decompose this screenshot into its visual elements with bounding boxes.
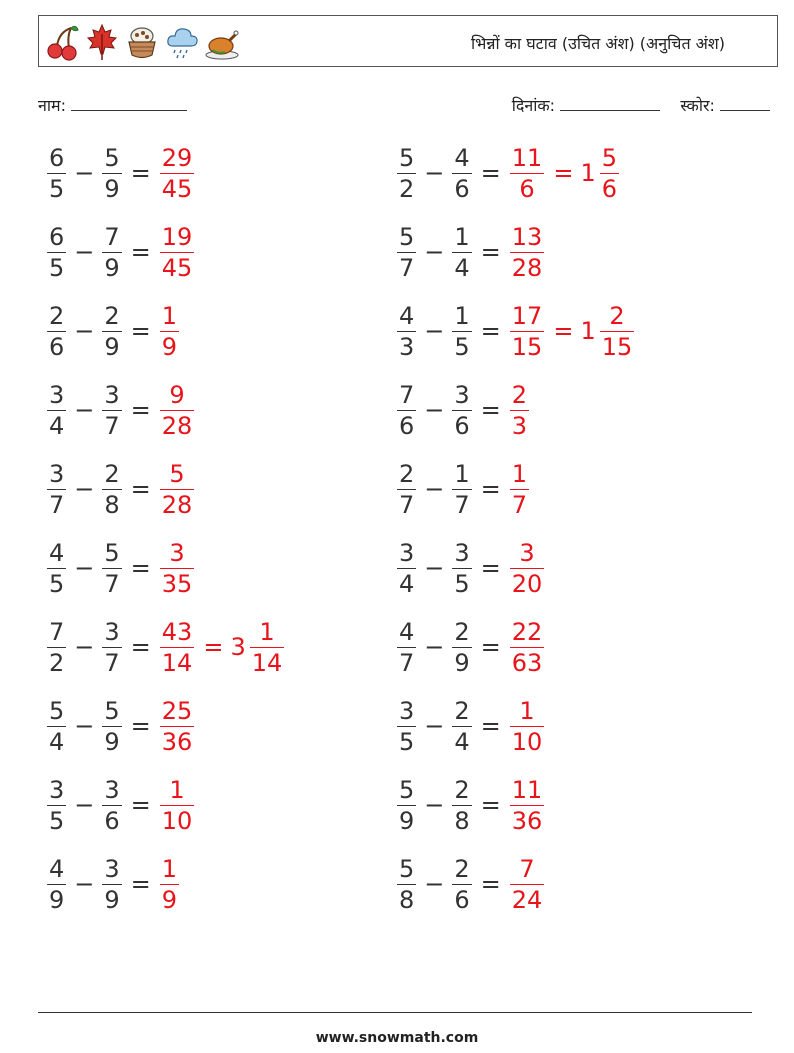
first-numerator: 7 — [399, 380, 415, 409]
answer-denominator: 35 — [161, 569, 193, 598]
second-numerator: 2 — [454, 775, 470, 804]
answer-numerator: 2 — [511, 380, 528, 409]
answer-numerator: 1 — [169, 775, 185, 804]
first-fraction — [47, 854, 66, 914]
answer-fraction — [510, 380, 529, 440]
answer — [507, 459, 532, 519]
first-fraction — [397, 459, 416, 519]
second-numerator: 4 — [454, 143, 470, 172]
equals-sign: = — [480, 159, 501, 187]
equals-sign: = — [130, 396, 151, 424]
answer — [157, 854, 182, 914]
second-fraction — [452, 301, 471, 361]
answer-denominator: 6 — [519, 174, 535, 203]
second-fraction — [452, 380, 471, 440]
problem-item — [394, 535, 547, 601]
problem-item — [44, 693, 197, 759]
cherries-icon — [45, 22, 79, 62]
mixed-fraction — [600, 143, 619, 203]
first-numerator: 3 — [49, 380, 65, 409]
answer-denominator: 24 — [511, 885, 543, 914]
second-numerator: 2 — [104, 459, 120, 488]
problem-item — [44, 298, 182, 364]
mixed-numerator: 1 — [259, 617, 275, 646]
answer-denominator: 28 — [161, 411, 193, 440]
second-fraction — [452, 696, 471, 756]
answer-numerator: 7 — [519, 854, 535, 883]
answer-denominator: 28 — [511, 253, 543, 282]
second-numerator: 1 — [454, 301, 470, 330]
first-denominator: 9 — [399, 806, 415, 835]
second-numerator: 3 — [454, 380, 470, 409]
second-numerator: 3 — [104, 775, 120, 804]
first-fraction — [397, 301, 416, 361]
second-numerator: 5 — [104, 538, 120, 567]
mixed-fraction — [600, 301, 635, 361]
answer — [157, 459, 198, 519]
equals-sign: = — [130, 712, 151, 740]
date-score-fields — [512, 94, 770, 116]
answer — [157, 301, 182, 361]
mixed-numerator: 2 — [609, 301, 625, 330]
first-numerator: 2 — [49, 301, 65, 330]
first-denominator: 6 — [49, 332, 65, 361]
answer-numerator: 43 — [161, 617, 193, 646]
problem-item — [394, 693, 547, 759]
second-denominator: 5 — [454, 332, 470, 361]
problem-item — [44, 535, 197, 601]
first-denominator: 5 — [399, 727, 415, 756]
first-numerator: 6 — [49, 143, 65, 172]
first-fraction — [47, 775, 66, 835]
problem-item — [44, 456, 197, 522]
problem-item — [394, 298, 637, 364]
answer-numerator: 11 — [511, 775, 543, 804]
answer-numerator: 1 — [161, 301, 178, 330]
first-numerator: 4 — [399, 617, 415, 646]
second-denominator: 7 — [104, 648, 120, 677]
minus-sign: − — [74, 159, 95, 187]
second-numerator: 3 — [104, 617, 120, 646]
second-denominator: 6 — [454, 174, 470, 203]
answer-fraction — [160, 538, 195, 598]
first-numerator: 5 — [399, 222, 415, 251]
name-field — [38, 94, 187, 116]
first-numerator: 5 — [49, 696, 65, 725]
second-denominator: 9 — [104, 332, 120, 361]
mixed-whole-number: 3 — [230, 633, 246, 661]
minus-sign: − — [74, 475, 95, 503]
first-fraction — [397, 222, 416, 282]
answer-fraction — [510, 538, 545, 598]
first-denominator: 8 — [399, 885, 415, 914]
equals-sign: = — [130, 633, 151, 661]
worksheet-title: भिन्नों का घटाव (उचित अंश) (अनुचित अंश) — [470, 34, 725, 53]
problem-item — [394, 851, 547, 917]
roast-turkey-icon — [205, 22, 239, 62]
answer — [507, 222, 548, 282]
equals-sign: = — [130, 159, 151, 187]
minus-sign: − — [424, 317, 445, 345]
answer-fraction — [160, 301, 179, 361]
answer — [157, 380, 198, 440]
answer-fraction — [160, 775, 195, 835]
answer-numerator: 13 — [511, 222, 543, 251]
second-denominator: 7 — [104, 411, 120, 440]
equals-sign: = — [130, 238, 151, 266]
answer — [157, 143, 198, 203]
first-denominator: 5 — [49, 569, 65, 598]
first-fraction — [47, 538, 66, 598]
answer — [507, 617, 548, 677]
first-numerator: 4 — [49, 854, 65, 883]
second-numerator: 7 — [104, 222, 120, 251]
answer — [157, 775, 198, 835]
minus-sign: − — [424, 238, 445, 266]
minus-sign: − — [74, 317, 95, 345]
answer-fraction — [510, 222, 545, 282]
answer-numerator: 5 — [169, 459, 185, 488]
first-numerator: 3 — [49, 459, 65, 488]
second-fraction — [452, 538, 471, 598]
first-denominator: 7 — [399, 253, 415, 282]
first-denominator: 6 — [399, 411, 415, 440]
first-fraction — [397, 617, 416, 677]
second-denominator: 4 — [454, 727, 470, 756]
minus-sign: − — [424, 791, 445, 819]
answer-denominator: 10 — [511, 727, 543, 756]
first-numerator: 6 — [49, 222, 65, 251]
answer-fraction — [510, 459, 529, 519]
minus-sign: − — [74, 870, 95, 898]
answer-denominator: 3 — [511, 411, 528, 440]
mixed-equals-sign: = — [553, 317, 574, 345]
first-fraction — [47, 301, 66, 361]
answer-fraction — [160, 222, 195, 282]
second-denominator: 6 — [454, 885, 470, 914]
answer-denominator: 36 — [511, 806, 543, 835]
minus-sign: − — [424, 475, 445, 503]
second-fraction — [102, 696, 121, 756]
answer-numerator: 19 — [161, 222, 193, 251]
maple-leaf-icon — [85, 22, 119, 62]
second-denominator: 8 — [104, 490, 120, 519]
equals-sign: = — [480, 870, 501, 898]
second-fraction — [452, 143, 471, 203]
second-fraction — [452, 854, 471, 914]
first-fraction — [397, 696, 416, 756]
first-denominator: 4 — [399, 569, 415, 598]
equals-sign: = — [480, 791, 501, 819]
second-fraction — [102, 775, 121, 835]
first-denominator: 5 — [49, 253, 65, 282]
header-icons — [45, 22, 239, 62]
second-numerator: 1 — [454, 459, 470, 488]
answer-fraction — [510, 143, 545, 203]
answer — [507, 854, 548, 914]
problem-item — [394, 614, 547, 680]
answer-fraction — [510, 301, 545, 361]
equals-sign: = — [480, 396, 501, 424]
second-denominator: 7 — [454, 490, 470, 519]
answer-denominator: 7 — [511, 490, 528, 519]
answer-fraction — [160, 617, 195, 677]
second-fraction — [452, 617, 471, 677]
minus-sign: − — [74, 633, 95, 661]
answer-denominator: 63 — [511, 648, 543, 677]
first-numerator: 2 — [399, 459, 415, 488]
answer — [507, 696, 548, 756]
minus-sign: − — [424, 633, 445, 661]
first-denominator: 3 — [399, 332, 415, 361]
answer-fraction — [160, 696, 195, 756]
first-denominator: 7 — [49, 490, 65, 519]
equals-sign: = — [480, 633, 501, 661]
answer-fraction — [510, 696, 545, 756]
answer — [157, 222, 198, 282]
first-numerator: 5 — [399, 775, 415, 804]
answer-fraction — [510, 617, 545, 677]
name-blank[interactable] — [71, 94, 187, 111]
mixed-denominator: 14 — [251, 648, 283, 677]
answer — [507, 380, 532, 440]
answer-fraction — [510, 854, 545, 914]
answer-numerator: 1 — [519, 696, 535, 725]
second-denominator: 9 — [104, 885, 120, 914]
equals-sign: = — [480, 712, 501, 740]
mixed-numerator: 5 — [601, 143, 617, 172]
second-fraction — [102, 538, 121, 598]
equals-sign: = — [130, 870, 151, 898]
date-blank[interactable] — [560, 94, 660, 111]
mixed-whole-number: 1 — [580, 317, 596, 345]
first-denominator: 5 — [49, 174, 65, 203]
date-label: दिनांक: — [511, 96, 556, 115]
minus-sign: − — [424, 159, 445, 187]
equals-sign: = — [130, 317, 151, 345]
answer-fraction — [160, 854, 179, 914]
problem-item — [394, 219, 547, 285]
second-numerator: 2 — [454, 696, 470, 725]
equals-sign: = — [130, 791, 151, 819]
answer-numerator: 17 — [511, 301, 543, 330]
problem-item — [394, 456, 532, 522]
minus-sign: − — [424, 396, 445, 424]
minus-sign: − — [74, 396, 95, 424]
first-numerator: 5 — [399, 143, 415, 172]
first-denominator: 4 — [49, 727, 65, 756]
second-fraction — [102, 380, 121, 440]
second-denominator: 7 — [104, 569, 120, 598]
second-numerator: 2 — [454, 617, 470, 646]
answer-fraction — [160, 459, 195, 519]
answer-fraction — [160, 380, 195, 440]
equals-sign: = — [480, 475, 501, 503]
second-denominator: 5 — [454, 569, 470, 598]
problem-item — [44, 377, 197, 443]
second-numerator: 3 — [454, 538, 470, 567]
first-numerator: 3 — [399, 696, 415, 725]
answer-numerator: 3 — [519, 538, 535, 567]
second-fraction — [102, 854, 121, 914]
second-numerator: 1 — [454, 222, 470, 251]
first-denominator: 9 — [49, 885, 65, 914]
first-fraction — [397, 380, 416, 440]
second-denominator: 4 — [454, 253, 470, 282]
answer — [157, 538, 198, 598]
first-fraction — [47, 696, 66, 756]
answer-numerator: 29 — [161, 143, 193, 172]
first-fraction — [397, 538, 416, 598]
second-denominator: 6 — [104, 806, 120, 835]
mixed-fraction — [250, 617, 285, 677]
first-denominator: 2 — [49, 648, 65, 677]
first-fraction — [47, 143, 66, 203]
problem-item — [44, 614, 287, 680]
second-denominator: 6 — [454, 411, 470, 440]
first-numerator: 3 — [49, 775, 65, 804]
minus-sign: − — [424, 712, 445, 740]
second-denominator: 9 — [104, 174, 120, 203]
first-denominator: 7 — [399, 490, 415, 519]
answer-denominator: 45 — [161, 174, 193, 203]
equals-sign: = — [130, 475, 151, 503]
problem-item — [394, 140, 622, 206]
mixed-whole-number: 1 — [580, 159, 596, 187]
second-fraction — [102, 222, 121, 282]
second-denominator: 9 — [454, 648, 470, 677]
first-fraction — [47, 222, 66, 282]
answer-numerator: 11 — [511, 143, 543, 172]
footer-website: www.snowmath.com — [315, 1030, 479, 1046]
answer-numerator: 25 — [161, 696, 193, 725]
problem-item — [44, 772, 197, 838]
answer-numerator: 9 — [169, 380, 185, 409]
name-label: नाम: — [38, 96, 66, 115]
rain-cloud-icon — [165, 22, 199, 62]
answer-numerator: 3 — [169, 538, 185, 567]
answer — [157, 617, 287, 677]
equals-sign: = — [480, 317, 501, 345]
mixed-denominator: 6 — [601, 174, 617, 203]
first-fraction — [397, 854, 416, 914]
answer — [157, 696, 198, 756]
answer-denominator: 45 — [161, 253, 193, 282]
first-fraction — [47, 380, 66, 440]
first-numerator: 7 — [49, 617, 65, 646]
answer-numerator: 22 — [511, 617, 543, 646]
answer-denominator: 14 — [161, 648, 193, 677]
answer-denominator: 36 — [161, 727, 193, 756]
minus-sign: − — [424, 554, 445, 582]
second-fraction — [102, 143, 121, 203]
second-fraction — [102, 301, 121, 361]
first-fraction — [397, 143, 416, 203]
problem-item — [394, 377, 532, 443]
answer — [507, 301, 637, 361]
minus-sign: − — [74, 238, 95, 266]
answer — [507, 775, 548, 835]
answer-numerator: 1 — [161, 854, 178, 883]
second-denominator: 9 — [104, 727, 120, 756]
answer-numerator: 1 — [511, 459, 528, 488]
score-blank[interactable] — [720, 94, 770, 111]
first-denominator: 2 — [399, 174, 415, 203]
answer — [507, 143, 622, 203]
mixed-denominator: 15 — [601, 332, 633, 361]
cookie-jar-icon — [125, 22, 159, 62]
problem-item — [394, 772, 547, 838]
second-fraction — [102, 459, 121, 519]
problem-item — [44, 851, 182, 917]
mixed-equals-sign: = — [553, 159, 574, 187]
second-denominator: 8 — [454, 806, 470, 835]
first-fraction — [47, 617, 66, 677]
footer-divider — [38, 1012, 752, 1013]
equals-sign: = — [480, 554, 501, 582]
problem-item — [44, 140, 197, 206]
first-numerator: 4 — [49, 538, 65, 567]
first-numerator: 3 — [399, 538, 415, 567]
minus-sign: − — [74, 712, 95, 740]
first-denominator: 7 — [399, 648, 415, 677]
second-fraction — [452, 459, 471, 519]
first-fraction — [397, 775, 416, 835]
minus-sign: − — [74, 791, 95, 819]
mixed-equals-sign: = — [203, 633, 224, 661]
second-numerator: 2 — [104, 301, 120, 330]
minus-sign: − — [74, 554, 95, 582]
answer-denominator: 10 — [161, 806, 193, 835]
first-denominator: 4 — [49, 411, 65, 440]
answer-denominator: 28 — [161, 490, 193, 519]
second-fraction — [452, 222, 471, 282]
first-fraction — [47, 459, 66, 519]
answer-fraction — [510, 775, 545, 835]
first-denominator: 5 — [49, 806, 65, 835]
answer-denominator: 9 — [161, 885, 178, 914]
second-numerator: 2 — [454, 854, 470, 883]
answer-denominator: 20 — [511, 569, 543, 598]
second-denominator: 9 — [104, 253, 120, 282]
worksheet-header — [38, 15, 778, 67]
minus-sign: − — [424, 870, 445, 898]
second-numerator: 5 — [104, 696, 120, 725]
equals-sign: = — [130, 554, 151, 582]
answer-denominator: 9 — [161, 332, 178, 361]
problem-item — [44, 219, 197, 285]
first-numerator: 5 — [399, 854, 415, 883]
second-numerator: 3 — [104, 380, 120, 409]
score-label: स्कोर: — [680, 96, 715, 115]
second-fraction — [102, 617, 121, 677]
second-numerator: 5 — [104, 143, 120, 172]
second-numerator: 3 — [104, 854, 120, 883]
answer-denominator: 15 — [511, 332, 543, 361]
first-numerator: 4 — [399, 301, 415, 330]
second-fraction — [452, 775, 471, 835]
answer — [507, 538, 548, 598]
answer-fraction — [160, 143, 195, 203]
equals-sign: = — [480, 238, 501, 266]
